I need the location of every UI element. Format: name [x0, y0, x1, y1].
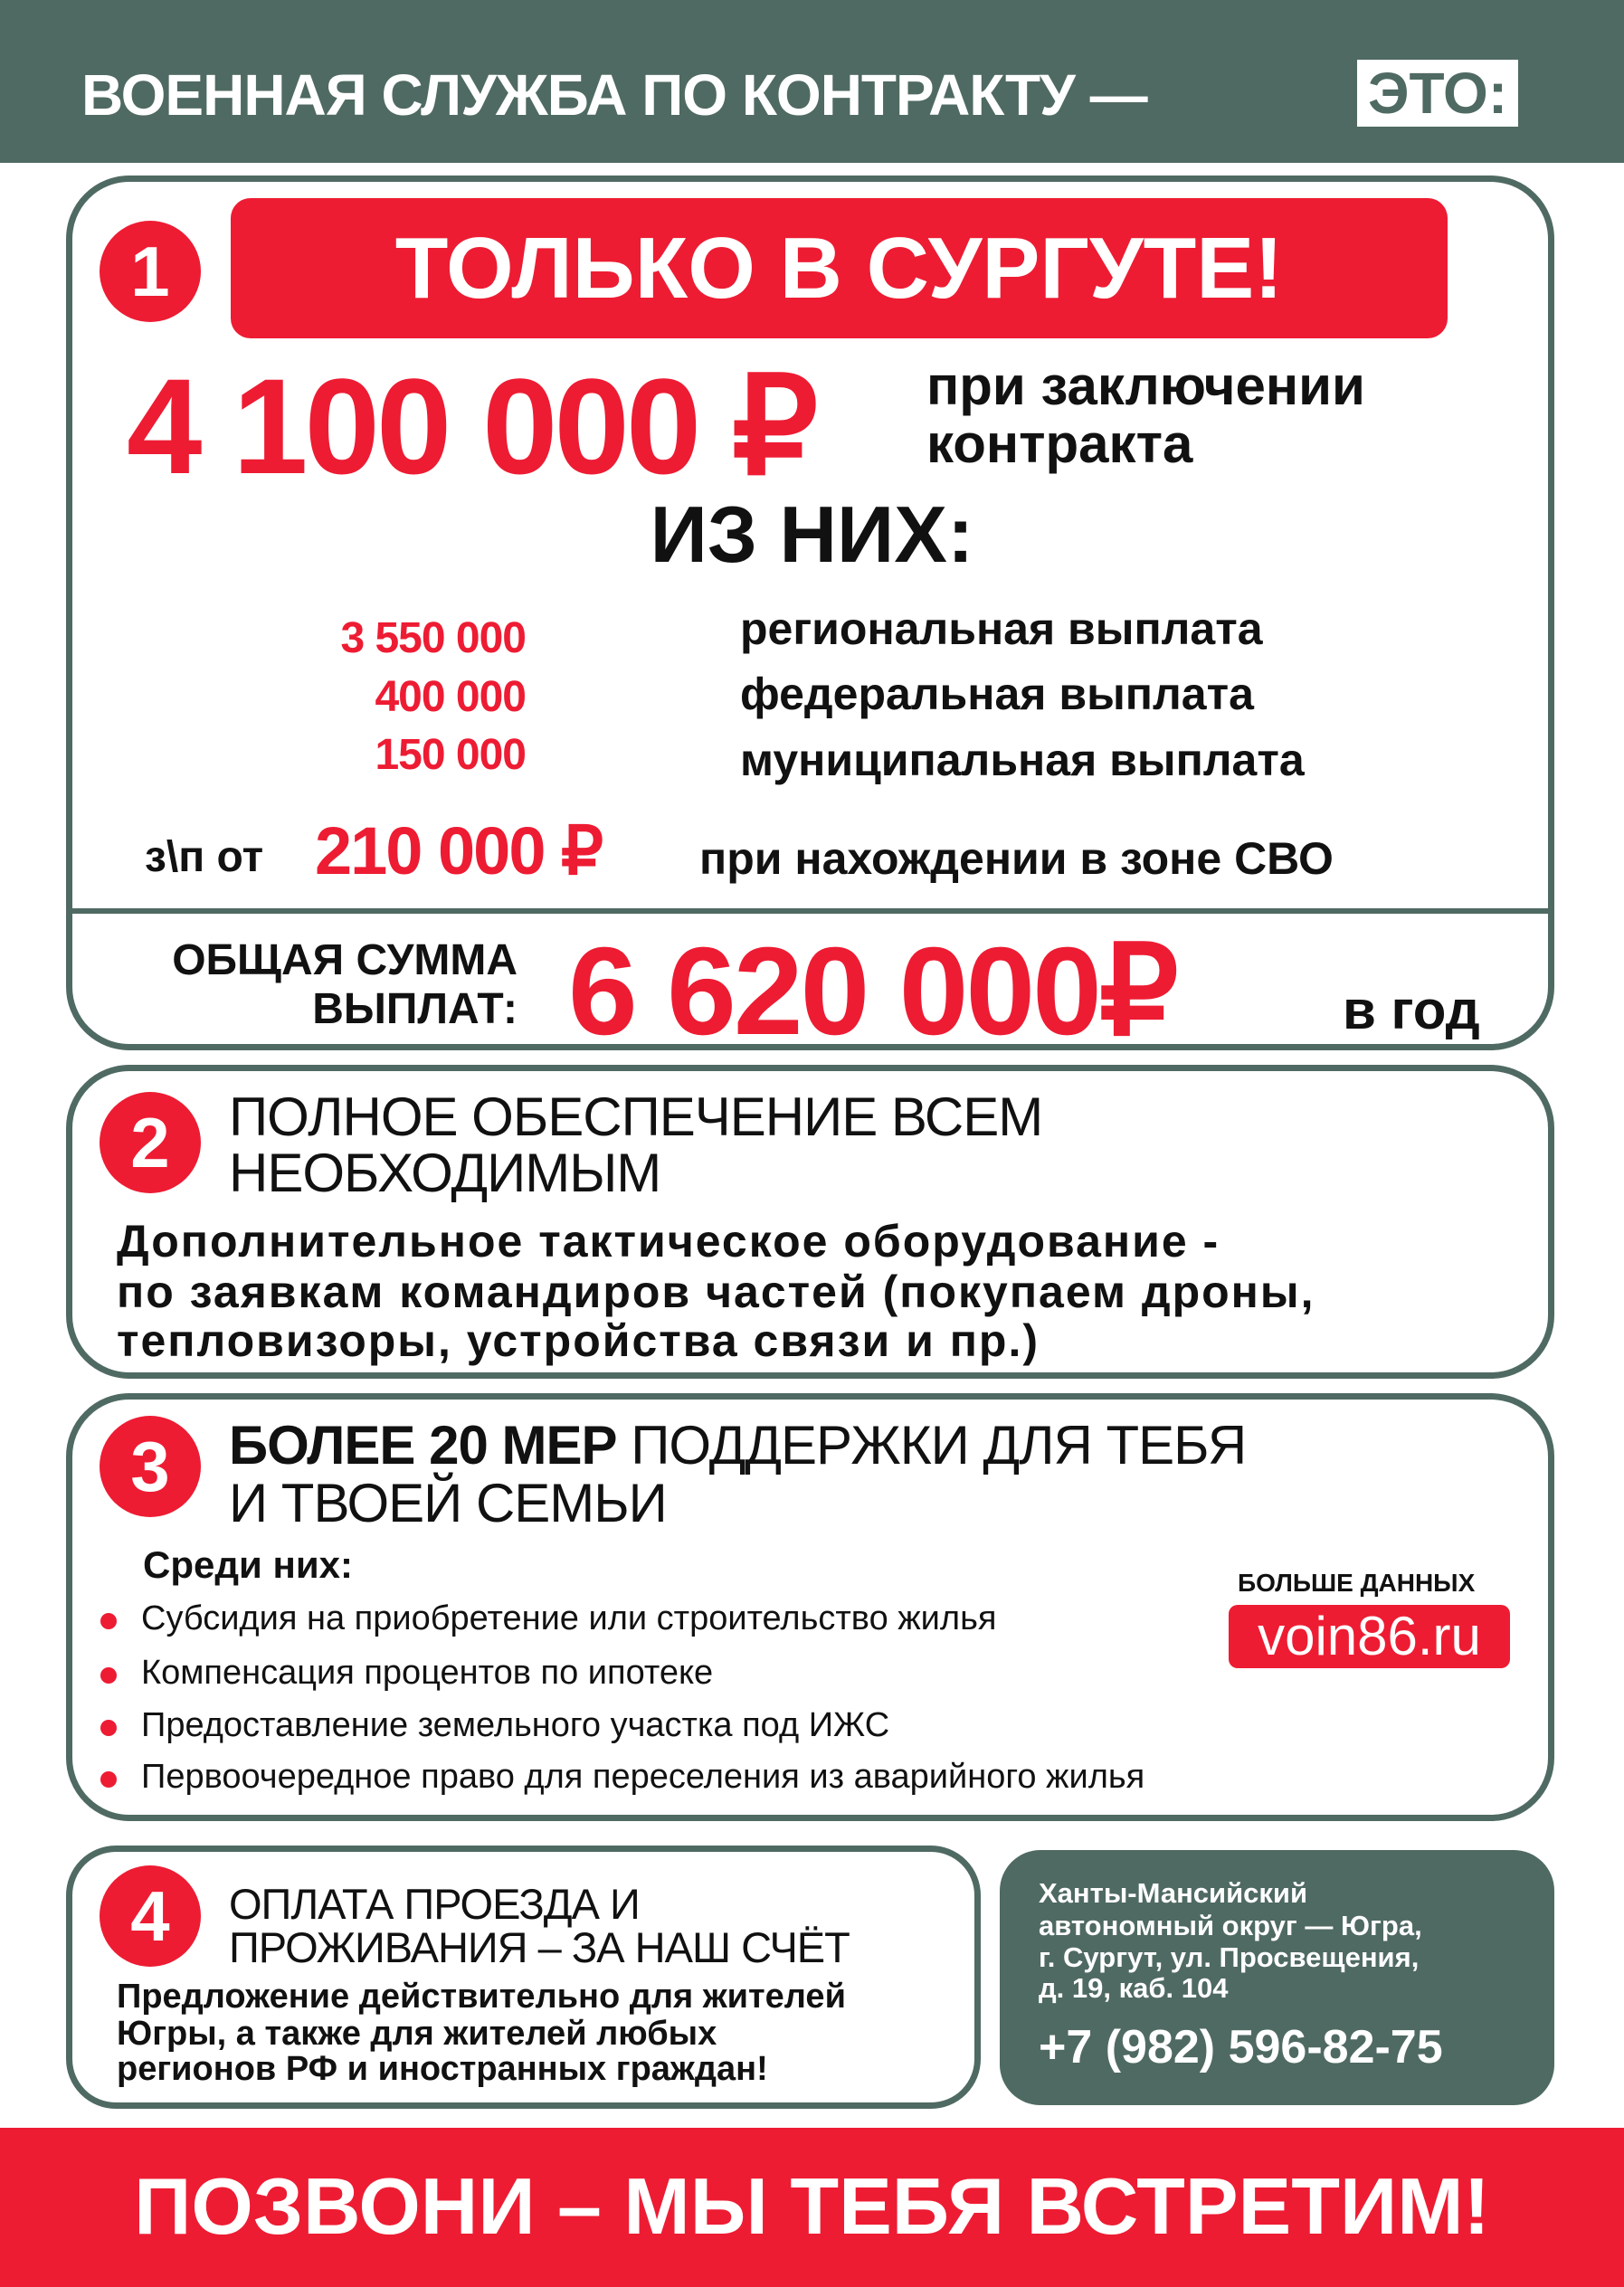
section-3-title-1 — [229, 1414, 1246, 1476]
payment-value: 400 000 — [375, 673, 526, 721]
among-label: Среди них: — [143, 1543, 354, 1586]
section-2-body-line: по заявкам командиров частей (покупаем дроны, — [117, 1267, 1315, 1317]
total-label-1: ОБЩАЯ СУММА — [172, 936, 518, 984]
section-2-title-1: ПОЛНОЕ ОБЕСПЕЧЕНИЕ ВСЕМ — [229, 1087, 1043, 1147]
total-suffix: в год — [1343, 980, 1480, 1040]
list-item: Субсидия на приобретение или строительство жилья — [141, 1599, 997, 1637]
salary-prefix: з\п от — [145, 833, 264, 881]
total-amount: 6 620 000₽ — [568, 922, 1176, 1061]
footer-band — [0, 2128, 1624, 2287]
payment-value: 150 000 — [375, 731, 526, 779]
footer-slogan: ПОЗВОНИ – МЫ ТЕБЯ ВСТРЕТИМ! — [134, 2161, 1490, 2251]
address-line: автономный округ — Югра, — [1039, 1910, 1422, 1941]
contract-note-1: при заключении — [926, 356, 1365, 416]
website-link[interactable]: voin86.ru — [1229, 1605, 1510, 1668]
list-item: Первоочередное право для переселения из аварийного жилья — [141, 1758, 1145, 1796]
section-4-title-2: ПРОЖИВАНИЯ – ЗА НАШ СЧЁТ — [229, 1923, 850, 1971]
header-badge: ЭТО: — [1357, 60, 1518, 127]
of-them-heading: ИЗ НИХ: — [650, 489, 974, 579]
section-3-title-2: И ТВОЕЙ СЕМЬИ — [229, 1473, 667, 1533]
section-2-title-2: НЕОБХОДИМЫМ — [229, 1143, 661, 1203]
payment-label: муниципальная выплата — [740, 735, 1305, 785]
section-2-body-line: тепловизоры, устройства связи и пр.) — [117, 1315, 1040, 1366]
bullet-icon — [100, 1771, 117, 1788]
address-line: г. Сургут, ул. Просвещения, — [1039, 1941, 1420, 1973]
salary-suffix: при нахождении в зоне СВО — [699, 833, 1334, 884]
section-4-number: 4 — [100, 1865, 201, 1967]
section-2-number: 2 — [100, 1092, 201, 1193]
section-2-body-line: Дополнительное тактическое оборудование - — [117, 1216, 1220, 1267]
phone-number[interactable]: +7 (982) 596-82-75 — [1039, 2021, 1443, 2073]
section-4-body-line: регионов РФ и иностранных граждан! — [117, 2050, 768, 2088]
section-3-title-rest: ПОДДЕРЖКИ ДЛЯ ТЕБЯ — [616, 1415, 1247, 1476]
more-info-label: БОЛЬШЕ ДАННЫХ — [1238, 1569, 1476, 1597]
section-4-body-line: Югры, а также для жителей любых — [117, 2015, 717, 2053]
section-3-number: 3 — [100, 1416, 201, 1517]
address-line: д. 19, каб. 104 — [1039, 1972, 1229, 2004]
header-band — [0, 0, 1624, 163]
bullet-icon — [100, 1720, 117, 1736]
salary-amount: 210 000 ₽ — [315, 813, 603, 888]
section-4-body-line: Предложение действительно для жителей — [117, 1978, 846, 2016]
bullet-icon — [100, 1667, 117, 1684]
total-label-2: ВЫПЛАТ: — [312, 985, 518, 1033]
section-4-title-1: ОПЛАТА ПРОЕЗДА И — [229, 1880, 640, 1928]
section-3-title-bold: БОЛЕЕ 20 МЕР — [229, 1415, 617, 1476]
contract-note-2: контракта — [926, 413, 1193, 474]
header-title: ВОЕННАЯ СЛУЖБА ПО КОНТРАКТУ — — [81, 62, 1147, 128]
contact-box — [1000, 1850, 1554, 2105]
list-item: Предоставление земельного участка под ИЖС — [141, 1706, 890, 1744]
contract-amount: 4 100 000 ₽ — [127, 350, 815, 502]
payment-label: федеральная выплата — [740, 669, 1254, 719]
section-1-banner: ТОЛЬКО В СУРГУТЕ! — [231, 198, 1448, 338]
section-1-number: 1 — [100, 221, 201, 322]
section-1-divider — [66, 908, 1554, 914]
address-line: Ханты-Мансийский — [1039, 1877, 1308, 1909]
list-item: Компенсация процентов по ипотеке — [141, 1654, 714, 1692]
payment-label: региональная выплата — [740, 603, 1263, 654]
bullet-icon — [100, 1613, 117, 1629]
payment-value: 3 550 000 — [340, 614, 526, 662]
